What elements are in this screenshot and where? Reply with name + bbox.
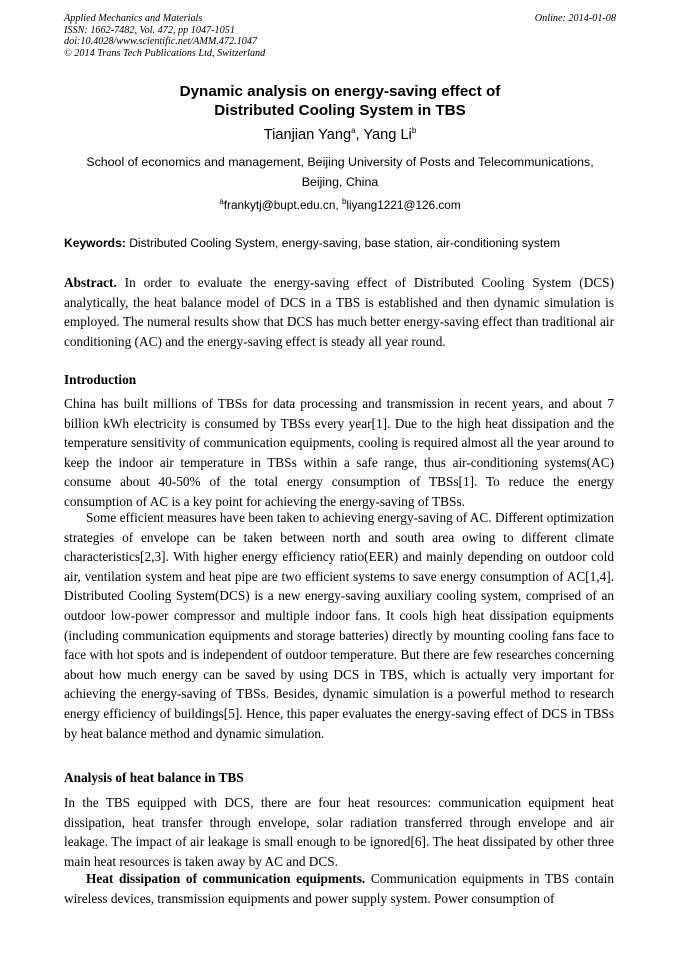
intro-paragraph-1: China has built millions of TBSs for data processing and transmission in recent years, and about 7 billion kWh electricity is consumed by TBSs every year[1]. Due to the high heat dissipation and the temperature sensitivity of communication equipments, cooling is required almost all the year around to keep the indoor air temperature in TBSs within a safe range, thus air-conditioning systems(AC) consume about 40-50% of the total energy consumption of TBSs[1]. To reduce the energy consumption of AC is a key point for achieving the energy-saving of TBSs. bbox=[64, 396, 614, 509]
author-emails bbox=[64, 197, 616, 213]
journal-header bbox=[64, 13, 616, 59]
abstract-label: Abstract. bbox=[64, 275, 117, 290]
heading-introduction: Introduction bbox=[64, 372, 137, 387]
abstract-text: In order to evaluate the energy-saving effect of Distributed Cooling System (DCS) analytically, the heat balance model of DCS in a TBS is established and then dynamic simulation is employed. The numeral results show that DCS has much better energy-saving effect than traditional air conditioning (AC) and the energy-saving effect is steady all year round. bbox=[64, 275, 614, 349]
paper-authors bbox=[64, 126, 616, 144]
author-1-sup: a bbox=[351, 126, 356, 136]
paper-title-line-2: Distributed Cooling System in TBS bbox=[214, 102, 466, 119]
journal-name: Applied Mechanics and Materials bbox=[64, 13, 203, 24]
keywords bbox=[64, 235, 624, 251]
journal-doi: doi:10.4028/www.scientific.net/AMM.472.1047 bbox=[64, 36, 258, 48]
keywords-label: Keywords: bbox=[64, 236, 126, 250]
paper-title-line-1: Dynamic analysis on energy-saving effect of bbox=[179, 83, 501, 100]
online-date: Online: 2014-01-08 bbox=[534, 13, 616, 24]
journal-issn: ISSN: 1662-7482, Vol. 472, pp 1047-1051 bbox=[64, 24, 235, 36]
analysis-p2-label: Heat dissipation of communication equipments. bbox=[86, 871, 366, 886]
analysis-paragraph-1: In the TBS equipped with DCS, there are four heat resources: communication equipment heat dissipation, heat transfer through envelope, solar radiation transferred through envelope and air leakage. The impact of air leakage is small enough to be ignored[6]. The heat dissipated by other three main heat resources is taken away by AC and DCS. bbox=[64, 795, 614, 869]
email-2: liyang1221@126.com bbox=[346, 198, 461, 212]
author-2: Yang Li bbox=[363, 127, 412, 143]
analysis-p2-text: Communication equipments in TBS contain wireless devices, transmission equipments and power supply system. Power consumption of bbox=[64, 871, 615, 906]
analysis-paragraph-2 bbox=[64, 869, 614, 908]
email-1: frankytj@bupt.edu.cn, bbox=[223, 198, 342, 212]
heading-analysis: Analysis of heat balance in TBS bbox=[64, 770, 244, 785]
email-1-sup: a bbox=[219, 197, 224, 207]
author-2-sup: b bbox=[411, 126, 417, 136]
keywords-text: Distributed Cooling System, energy-saving, base station, air-conditioning system bbox=[125, 236, 561, 250]
intro-paragraph-2: Some efficient measures have been taken to achieving energy-saving of AC. Different optimization strategies of envelope can be taken between north and south area owing to different climate characteristics[2,3]. With higher energy efficiency ratio(EER) and mainly depending on outdoor cold air, ventilation system and heat pipe are two efficient systems to save energy consumption of AC[1,4]. Distributed Cooling System(DCS) is a new energy-saving auxiliary cooling system, comprised of an outdoor low-power compressor and multiple indoor fans. It cools high heat dissipation equipments (including communication equipments and storage batteries) directly by mounting cooling fans face to face with hot spots and is independent of outdoor temperature. But there are few researches concerning about how much energy can be saved by using DCS in TBS, which is actually very important for achieving the energy-saving of TBSs. Besides, dynamic simulation is a powerful method to research energy efficiency of buildings[5]. Hence, this paper evaluates the energy-saving effect of DCS in TBSs by heat balance method and dynamic simulation. bbox=[64, 510, 614, 741]
abstract bbox=[64, 273, 614, 351]
author-separator: , bbox=[355, 127, 364, 143]
journal-copyright: © 2014 Trans Tech Publications Ltd, Switzerland bbox=[64, 47, 266, 59]
affiliation bbox=[64, 152, 616, 192]
email-2-sup: b bbox=[341, 197, 347, 207]
affiliation-line-1: School of economics and management, Beijing University of Posts and Telecommunications, bbox=[86, 155, 594, 169]
author-1: Tianjian Yang bbox=[263, 127, 352, 143]
affiliation-line-2: Beijing, China bbox=[301, 175, 379, 189]
